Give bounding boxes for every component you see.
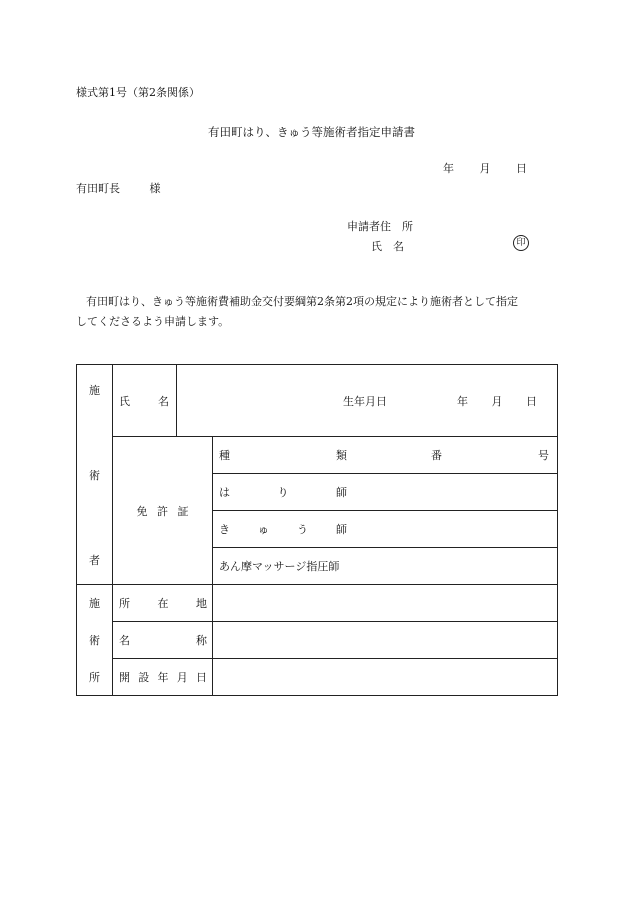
body-line-1: 有田町はり、きゅう等施術費補助金交付要綱第2条第2項の規定により施術者として指定 — [86, 295, 518, 308]
facility-opening-label: 開 設 年 月 日 — [113, 659, 213, 696]
facility-address-label: 所 在 地 — [113, 585, 213, 622]
seal-mark: 印 — [513, 235, 529, 251]
kind-header: 種 類 — [219, 449, 347, 462]
applicant-address-label: 申請者住 所 — [347, 220, 413, 233]
license-label-cell: 免 許 証 — [113, 437, 213, 585]
license-cell-anma[interactable]: あん摩マッサージ指圧師 — [213, 548, 558, 585]
facility-opening-row — [77, 659, 558, 696]
name-value-cell[interactable] — [177, 365, 558, 437]
facility-opening-value[interactable] — [213, 659, 558, 696]
facility-header: 施 術 所 — [77, 585, 113, 696]
year-label: 年 — [443, 162, 454, 175]
number-header: 番 号 — [431, 449, 549, 462]
facility-name-value[interactable] — [213, 622, 558, 659]
practitioner-name-row — [77, 365, 558, 437]
document-title: 有田町はり、きゅう等施術者指定申請書 — [208, 125, 415, 139]
facility-name-row — [77, 622, 558, 659]
name-label-cell: 氏 名 — [113, 365, 177, 437]
facility-address-value[interactable] — [213, 585, 558, 622]
body-line-2: してくださるよう申請します。 — [76, 315, 230, 328]
addressee-honorific: 様 — [149, 182, 161, 195]
form-number: 様式第1号（第2条関係） — [76, 86, 200, 99]
license-header-row — [77, 437, 558, 474]
addressee — [76, 180, 161, 196]
addressee-name: 有田町長 — [76, 182, 120, 195]
license-cell-kyu[interactable]: き ゅ う 師 — [213, 511, 558, 548]
applicant-name-label: 氏 名 — [371, 240, 404, 253]
facility-address-row — [77, 585, 558, 622]
submission-date — [443, 160, 527, 176]
practitioner-header: 施 術 者 — [77, 365, 113, 585]
day-label: 日 — [516, 162, 527, 175]
facility-name-label: 名 称 — [113, 622, 213, 659]
application-table — [76, 364, 558, 696]
month-label: 月 — [479, 162, 491, 175]
license-kind-number-header — [213, 437, 558, 474]
birth-date: 年 月 日 — [457, 394, 537, 408]
birth-label: 生年月日 — [343, 394, 387, 408]
license-cell-hari[interactable]: は り 師 — [213, 474, 558, 511]
